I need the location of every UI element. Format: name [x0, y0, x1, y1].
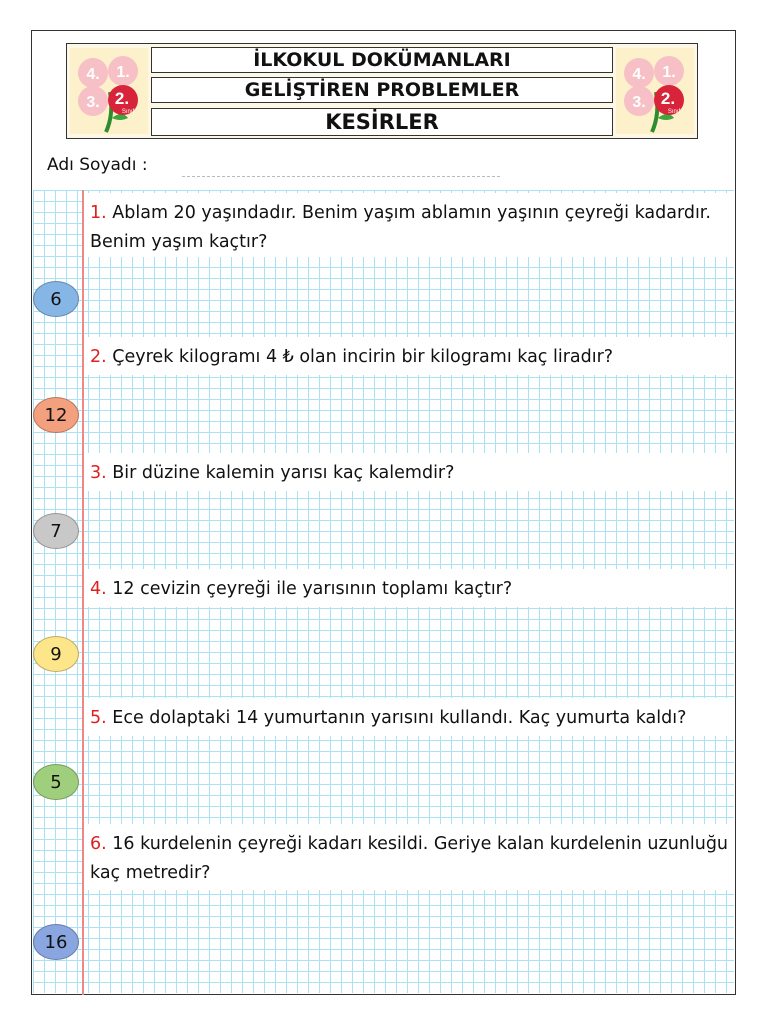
question-number: 3.: [90, 463, 107, 483]
name-label: Adı Soyadı :: [47, 155, 148, 175]
four-leaf-clover-icon: [70, 48, 148, 134]
answer-bubble: 16: [33, 924, 79, 960]
question-text: Ablam 20 yaşındadır. Benim yaşım ablamın yaşının çeyreği kadardır. Benim yaşım kaçtır?: [90, 203, 711, 252]
answer-bubble: 9: [33, 636, 79, 672]
question-number: 1.: [90, 203, 107, 223]
logo-number: 1.: [662, 64, 676, 81]
logo-number: 2.: [660, 89, 676, 108]
question-6: [84, 824, 734, 890]
answer-bubble: 6: [33, 281, 79, 317]
question-4: [84, 569, 734, 607]
logo-number: 4.: [632, 66, 646, 83]
question-number: 4.: [90, 579, 107, 599]
answer-bubble: 7: [33, 513, 79, 549]
header-title-line2: GELİŞTİREN PROBLEMLER: [151, 77, 613, 103]
header-title-line3: KESİRLER: [151, 108, 613, 136]
logo-badge: Sınıf: [121, 109, 135, 115]
logo-number: 4.: [86, 66, 100, 83]
answer-bubble: 12: [33, 397, 79, 433]
four-leaf-clover-icon: [616, 48, 694, 134]
logo-number: 1.: [116, 64, 130, 81]
question-2: [84, 337, 734, 375]
question-number: 5.: [90, 708, 107, 728]
question-3: [84, 453, 734, 491]
question-5: [84, 698, 734, 736]
question-1: [84, 193, 734, 257]
question-number: 2.: [90, 347, 107, 367]
logo-number: 3.: [632, 94, 646, 111]
logo-number: 2.: [114, 89, 130, 108]
question-text: Çeyrek kilogramı 4 ₺ olan incirin bir kilogramı kaç liradır?: [112, 347, 614, 367]
header-title-line1: İLKOKUL DOKÜMANLARI: [151, 47, 613, 73]
question-text: 12 cevizin çeyreği ile yarısının toplamı kaçtır?: [112, 579, 513, 599]
question-number: 6.: [90, 834, 107, 854]
question-text: 16 kurdelenin çeyreği kadarı kesildi. Geriye kalan kurdelenin uzunluğu kaç metredir?: [90, 834, 729, 883]
logo-badge: Sınıf: [667, 109, 681, 115]
question-text: Ece dolaptaki 14 yumurtanın yarısını kullandı. Kaç yumurta kaldı?: [112, 708, 687, 728]
logo-number: 3.: [86, 94, 100, 111]
name-field[interactable]: [182, 176, 500, 177]
answer-bubble: 5: [33, 764, 79, 800]
question-text: Bir düzine kalemin yarısı kaç kalemdir?: [112, 463, 455, 483]
header: [66, 43, 698, 139]
